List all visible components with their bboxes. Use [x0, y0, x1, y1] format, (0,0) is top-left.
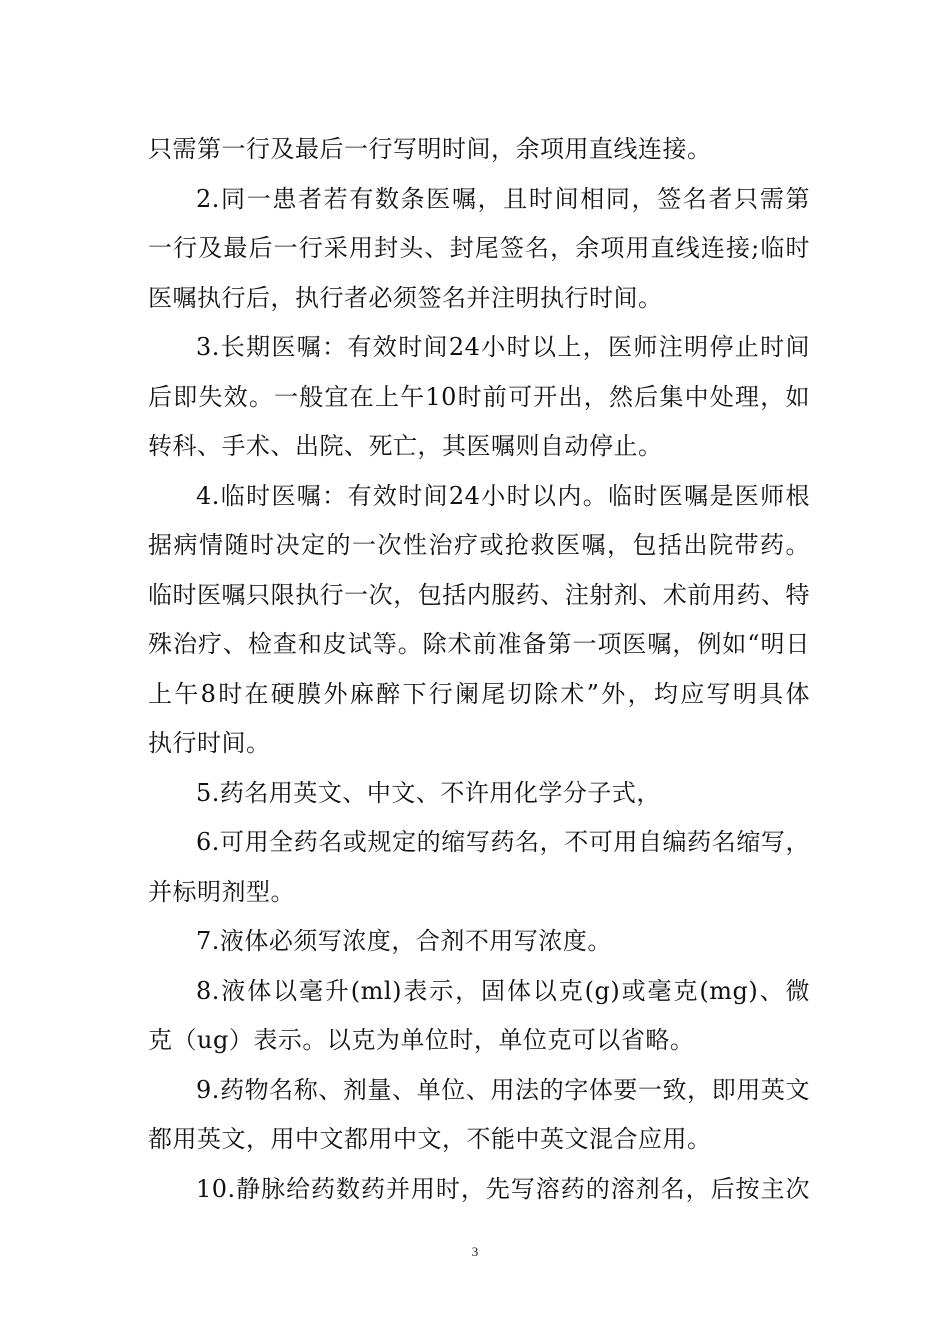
text-line: 临时医嘱只限执行一次，包括内服药、注射剂、术前用药、特 — [148, 580, 810, 609]
text-line: 3.长期医嘱：有效时间24小时以上，医师注明停止时间 — [196, 333, 810, 361]
text-line: 上午8时在硬膜外麻醉下行阑尾切除术”外，均应写明具体 — [148, 679, 810, 708]
text-line: 后即失效。一般宜在上午10时前可开出，然后集中处理，如 — [148, 382, 810, 411]
text-line: 执行时间。 — [148, 729, 271, 757]
body-text — [148, 125, 810, 1214]
text-line: 一行及最后一行采用封头、封尾签名，余项用直线连接;临时 — [148, 234, 810, 262]
text-line: 据病情随时决定的一次性治疗或抢救医嘱，包括出院带药。 — [148, 531, 810, 559]
text-line: 只需第一行及最后一行写明时间，余项用直线连接。 — [148, 135, 712, 163]
text-line: 并标明剂型。 — [148, 877, 295, 906]
text-line: 都用英文，用中文都用中文，不能中英文混合应用。 — [148, 1125, 712, 1153]
text-line: 6.可用全药名或规定的缩写药名，不可用自编药名缩写， — [196, 828, 810, 856]
text-line: 5.药名用英文、中文、不许用化学分子式， — [196, 778, 661, 807]
text-line: 医嘱执行后，执行者必须签名并注明执行时间。 — [148, 283, 663, 312]
text-line: 2.同一患者若有数条医嘱，且时间相同，签名者只需第 — [196, 184, 810, 213]
text-line: 8.液体以毫升(ml)表示，固体以克(g)或毫克(mg)、微 — [196, 976, 810, 1005]
text-line: 4.临时医嘱：有效时间24小时以内。临时医嘱是医师根 — [196, 481, 810, 510]
text-line: 9.药物名称、剂量、单位、用法的字体要一致，即用英文 — [196, 1075, 810, 1104]
text-line: 殊治疗、检查和皮试等。除术前准备第一项医嘱，例如“明日 — [148, 630, 810, 658]
text-line: 10.静脉给药数药并用时，先写溶药的溶剂名，后按主次 — [196, 1174, 810, 1203]
text-line: 克（ug）表示。以克为单位时，单位克可以省略。 — [148, 1026, 695, 1054]
text-line: 转科、手术、出院、死亡，其医嘱则自动停止。 — [148, 432, 663, 460]
text-line: 7.液体必须写浓度，合剂不用写浓度。 — [196, 927, 612, 955]
page-number: 3 — [471, 1244, 479, 1259]
